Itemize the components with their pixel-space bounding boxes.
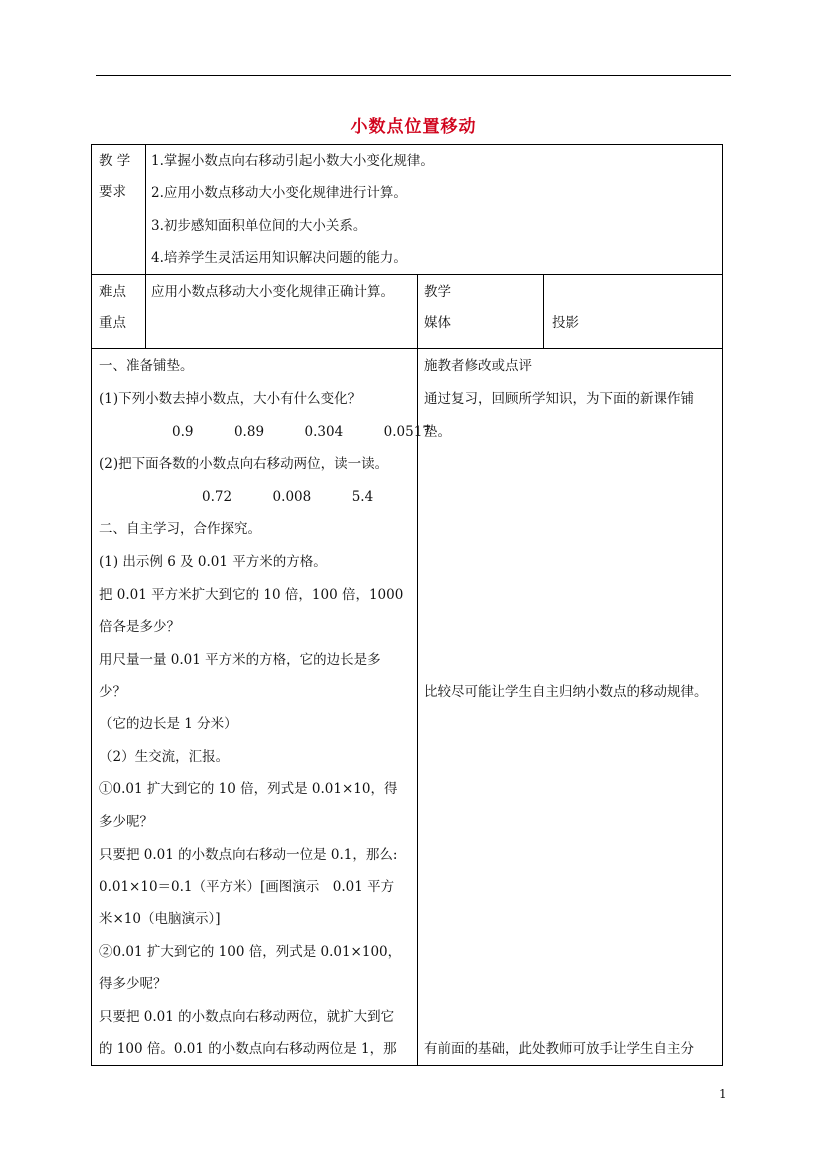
process-line: 只要把 0.01 的小数点向右移动一位是 0.1，那么: — [99, 847, 398, 863]
goal-item: 3.初步感知面积单位间的大小关系。 — [151, 218, 367, 234]
process-line: 一、准备铺垫。 — [99, 358, 194, 374]
process-line: 二、自主学习，合作探究。 — [99, 521, 261, 537]
goal-item: 2.应用小数点移动大小变化规律进行计算。 — [151, 185, 407, 201]
comment-note: 比较尽可能让学生自主归纳小数点的移动规律。 — [424, 684, 708, 700]
table-border-left — [91, 144, 92, 1066]
process-line: 米×10（电脑演示）] — [99, 911, 221, 927]
process-line: 多少呢？ — [99, 814, 153, 830]
comments-header: 施教者修改或点评 — [424, 358, 532, 374]
process-line: （2）生交流，汇报。 — [99, 749, 230, 765]
header-rule — [96, 75, 731, 76]
process-line: ①0.01 扩大到它的 10 倍，列式是 0.01×10，得 — [99, 781, 398, 797]
media-label: 教学 — [424, 284, 451, 300]
process-line: (1)下列小数去掉小数点，大小有什么变化？ — [99, 391, 362, 407]
table-col-divider — [543, 274, 544, 349]
process-line: 得多少呢？ — [99, 976, 167, 992]
table-border-top — [91, 144, 723, 145]
focus-content: 应用小数点移动大小变化规律正确计算。 — [151, 284, 394, 300]
process-line: (2)把下面各数的小数点向右移动两位，读一读。 — [99, 456, 389, 472]
goals-label: 教 学 — [99, 153, 131, 169]
goal-item: 1.掌握小数点向右移动引起小数大小变化规律。 — [151, 153, 434, 169]
process-line: 倍各是多少？ — [99, 619, 180, 635]
table-col-divider — [145, 144, 146, 349]
process-line: 0.9 0.89 0.304 0.0517 — [172, 424, 431, 440]
table-row-divider — [91, 274, 723, 275]
comment-note: 通过复习，回顾所学知识，为下面的新课作铺 — [424, 391, 694, 407]
process-line: （它的边长是 1 分米） — [99, 716, 238, 732]
goals-label: 要求 — [99, 184, 126, 200]
process-line: 的 100 倍。0.01 的小数点向右移动两位是 1，那 — [99, 1041, 397, 1057]
comment-note: 有前面的基础，此处教师可放手让学生自主分 — [424, 1041, 694, 1057]
process-line: 0.01×10＝0.1（平方米）[画图演示 0.01 平方 — [99, 879, 395, 895]
comment-note: 垫。 — [424, 424, 451, 440]
focus-label: 重点 — [99, 315, 126, 331]
table-col-divider — [417, 274, 418, 1066]
process-line: ②0.01 扩大到它的 100 倍，列式是 0.01×100， — [99, 944, 402, 960]
table-border-right — [722, 144, 723, 1066]
page-title: 小数点位置移动 — [350, 117, 477, 137]
process-line: 0.72 0.008 5.4 — [202, 489, 374, 505]
process-line: 用尺量一量 0.01 平方米的方格，它的边长是多 — [99, 652, 381, 668]
media-label: 媒体 — [424, 315, 451, 331]
process-line: (1) 出示例 6 及 0.01 平方米的方格。 — [99, 554, 327, 570]
page-number: 1 — [719, 1087, 727, 1101]
table-border-bottom — [91, 1065, 723, 1066]
table-row-divider — [91, 348, 723, 349]
focus-label: 难点 — [99, 284, 126, 300]
process-line: 把 0.01 平方米扩大到它的 10 倍，100 倍，1000 — [99, 587, 404, 603]
process-line: 只要把 0.01 的小数点向右移动两位，就扩大到它 — [99, 1009, 395, 1025]
media-value: 投影 — [552, 315, 579, 331]
process-line: 少？ — [99, 684, 126, 700]
goal-item: 4.培养学生灵活运用知识解决问题的能力。 — [151, 250, 407, 266]
